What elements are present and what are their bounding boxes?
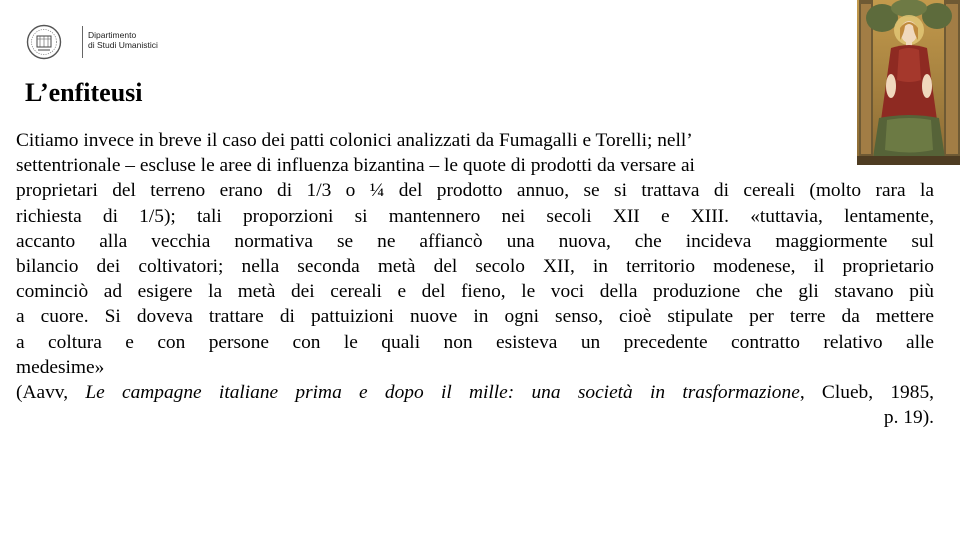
body-line: Citiamo invece in breve il caso dei patti colonici analizzati da Fumagalli e Torelli; nell’ [16,130,693,151]
department-name-line1: Dipartimento [88,30,137,40]
body-line: a coltura e con persone con le quali non esisteva un precedente contratto relativo alle [16,331,934,353]
department-name [88,30,158,50]
body-line: richiesta di 1/5); tali proporzioni si mantennero nei secoli XII e XIII. «tuttavia, lentamente, [16,205,934,227]
body-line: bilancio dei coltivatori; nella seconda metà del secolo XII, in territorio modenese, il proprietario [16,255,934,277]
body-line: proprietari del terreno erano di 1/3 o ¼ del prodotto annuo, se si trattava di cereali (molto rara la [16,180,934,202]
citation-prefix: (Aavv, [16,381,86,403]
body-line: cominciò ad esigere la metà dei cereali e del fieno, le voci della produzione che gli stavano più [16,281,934,303]
madonna-painting [857,0,960,165]
department-name-line2: di Studi Umanistici [88,40,158,50]
citation [16,380,934,405]
body-line: settentrionale – escluse le aree di influenza bizantina – le quote di prodotti da versare ai [16,155,695,177]
body-line: accanto alla vecchia normativa se ne affiancò una nuova, che incideva maggiormente sul [16,230,934,252]
body-line: a cuore. Si doveva trattare di pattuizioni nuove in ogni senso, cioè stipulate per terre da mettere [16,306,934,328]
citation-page: p. 19). [883,407,934,429]
citation-suffix: , Clueb, 1985, [799,381,934,403]
slide-title: L’enfiteusi [25,78,143,107]
department-logo [22,20,162,64]
university-seal-icon [26,24,62,60]
body-text [16,128,934,430]
body-line: medesime» [16,356,105,378]
logo-divider [82,26,83,58]
citation-title: Le campagne italiane prima e dopo il mille: una società in trasformazione [85,381,800,403]
